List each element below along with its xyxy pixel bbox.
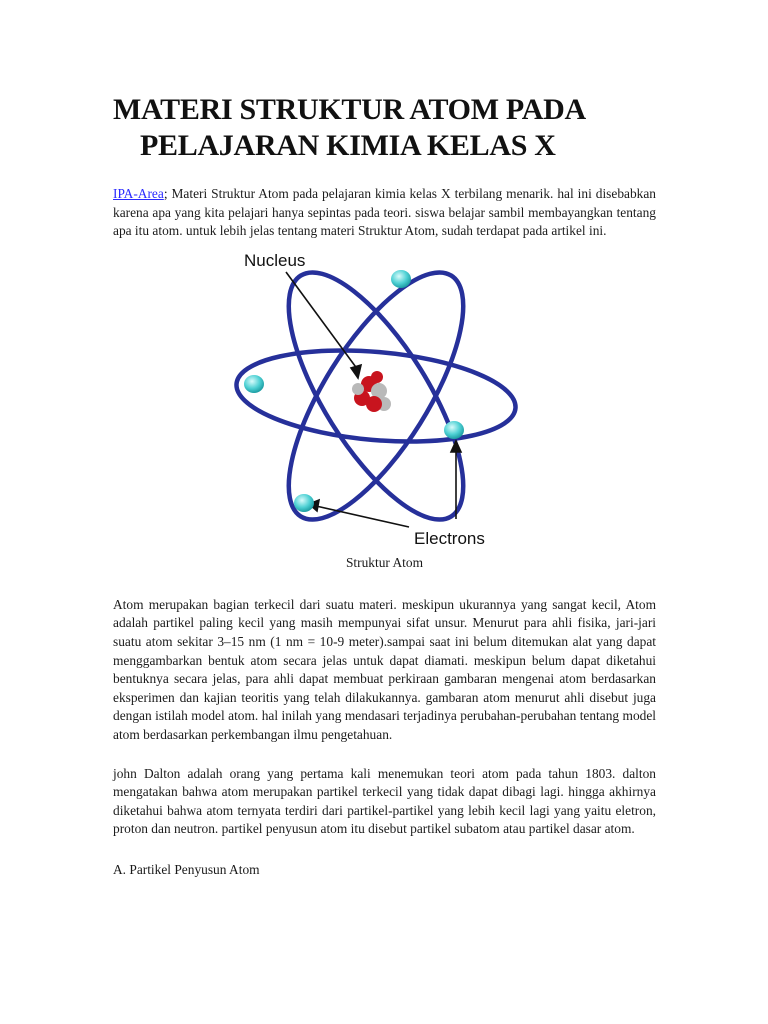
article [113,92,656,879]
article-title [113,92,656,164]
electron [244,375,264,393]
paragraph-atom-definition: Atom merupakan bagian terkecil dari suatu materi. meskipun ukurannya yang sangat kecil, Atom adalah partikel paling kecil yang masih mempunyai sifat unsur. Menurut para ahli fisika, jari-jari suatu atom sekitar 3–15 nm (1 nm = 10-9 meter).sampai saat ini belum ditemukan alat yang dapat menggambarkan bentuk atom secara jelas untuk dapat diamati. meskipun belum dapat diketahui bentuknya secara jelas, para ahli dapat membuat perkiraan gambaran mengenai atom berdasarkan eksperimen dan kajian teoritis yang telah dilakukannya. gambaran atom menurut ahli disebut juga dengan istilah model atom. hal inilah yang mendasari terjadinya perubahan-perubahan tentang model atom berdasarkan perkembangan ilmu pengetahuan. [113,596,656,742]
electron [444,421,464,439]
electron [391,270,411,288]
title-line-2: PELAJARAN KIMIA KELAS X [140,129,556,162]
paragraph-dalton: john Dalton adalah orang yang pertama kali menemukan teori atom pada tahun 1803. dalton mengatakan bahwa atom merupakan partikel terkecil yang tidak dapat dibagi lagi. hingga akhirnya diketahui bahwa atom ternyata terdiri dari partikel-partikel yang lebih kecil lagi yang yaitu eletron, proton dan neutron. partikel penyusun atom itu disebut partikel subatom atau partikel dasar atom. [113,765,656,837]
electrons-label: Electrons [414,528,485,548]
electron-arrowhead-2 [451,441,461,452]
intro-text: ; Materi Struktur Atom pada pelajaran kimia kelas X terbilang menarik. hal ini disebabkan karena apa yang kita pelajari hanya sepintas pada teori. siswa belajar sambil membayangkan tentang apa itu atom. untuk lebih jelas tentang materi Struktur Atom, sudah terdapat pada artikel ini. [113,186,656,239]
ipa-area-link[interactable]: IPA-Area [113,186,164,201]
intro-paragraph [113,185,656,241]
nucleus-particle [371,371,383,383]
title-line-1: MATERI STRUKTUR ATOM PADA [113,93,586,126]
atom-figure [234,244,534,549]
nucleus-particle [366,396,382,412]
nucleus-particle [352,383,364,395]
atom-diagram [234,244,534,549]
electron [294,494,314,512]
nucleus-label: Nucleus [244,250,306,270]
section-heading-a: A. Partikel Penyusun Atom [113,861,260,877]
nucleus-arrowhead [351,365,361,378]
figure-caption: Struktur Atom [345,554,423,570]
